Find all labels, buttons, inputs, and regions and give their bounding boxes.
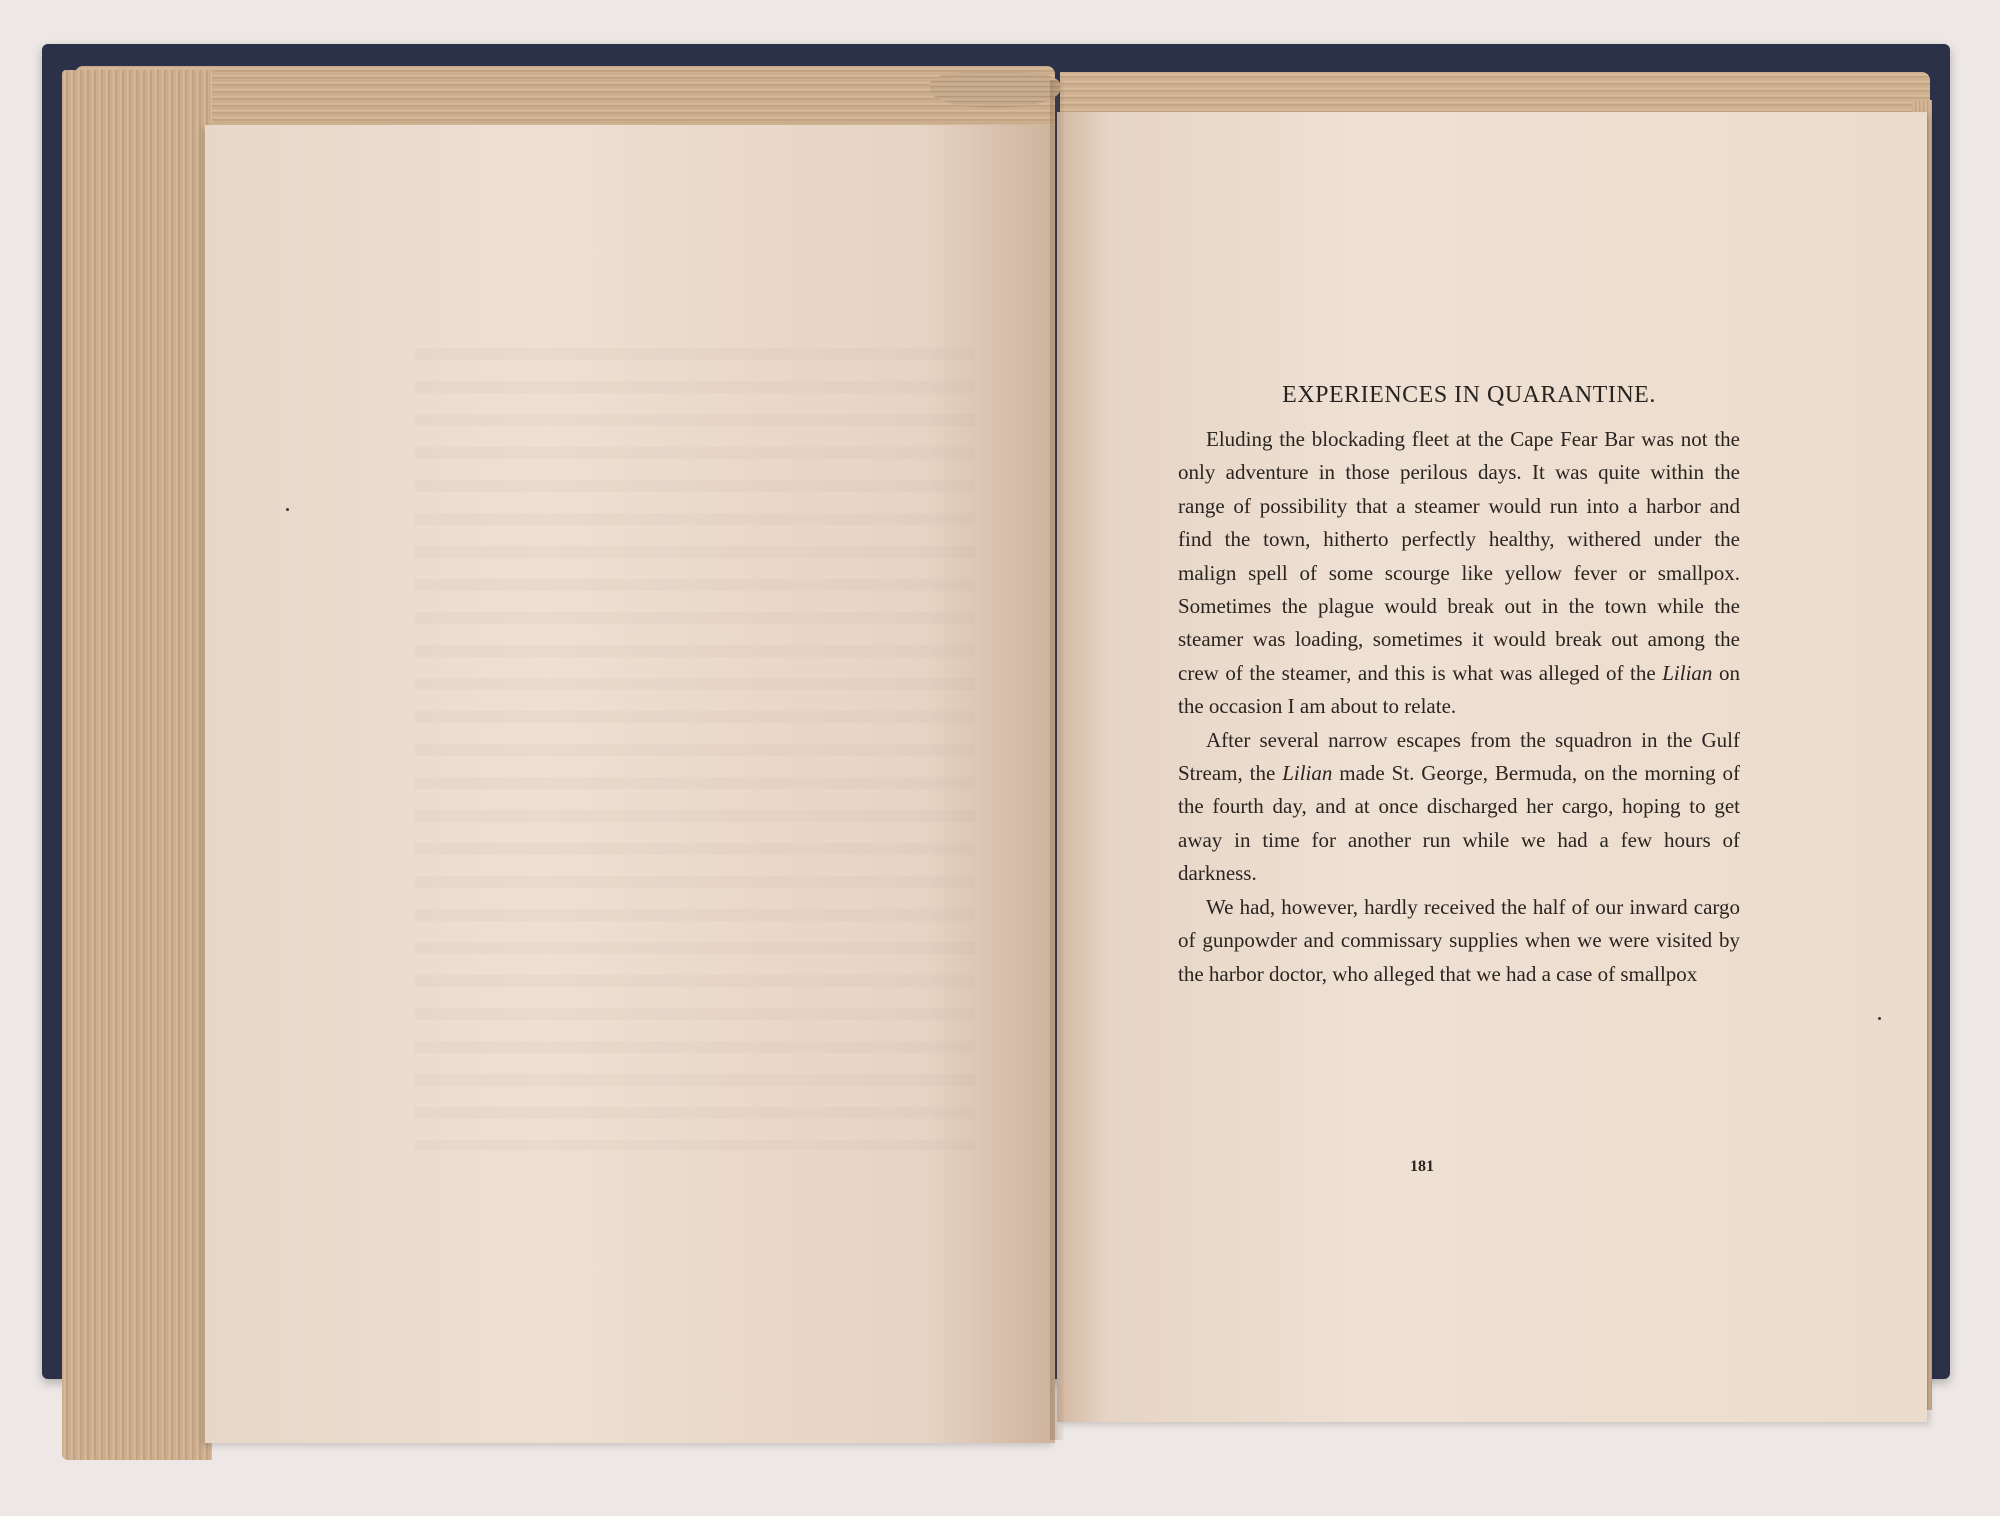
right-page-text	[1178, 382, 1740, 991]
page-block-top-right	[1060, 72, 1930, 117]
paragraph-1: Eluding the blockading fleet at the Cape Fear Bar was not the only adventure in those perilous days. It was quite within the range of possibility that a steamer would run into a harbor and find the town, hitherto perfectly healthy, withered under the malign spell of some scourge like yellow fever or smallpox. Sometimes the plague would break out in the town while the steamer was loading, sometimes it would break out among the crew of the steamer, and this is what was alleged of the Lilian on the occasion I am about to relate.	[1178, 427, 1740, 719]
paper-speck	[1878, 1017, 1881, 1020]
paragraph-2: After several narrow escapes from the squadron in the Gulf Stream, the Lilian made St. George, Bermuda, on the morning of the fourth day, and at once discharged her cargo, hoping to get away in time for another run while we had a few hours of darkness.	[1178, 727, 1740, 886]
ship-name: Lilian	[1662, 660, 1713, 685]
spine-binding	[930, 72, 1060, 108]
ship-name: Lilian	[1282, 761, 1333, 786]
book-gutter	[1050, 80, 1064, 1440]
chapter-heading: EXPERIENCES IN QUARANTINE.	[1282, 382, 1656, 408]
paragraph-3: We had, however, hardly received the half of our inward cargo of gunpowder and commissary supplies when we were visited by the harbor doctor, who alleged that we had a case of smallpox	[1178, 894, 1740, 986]
page-block-left-edge	[62, 70, 212, 1460]
page-block-top-left	[75, 66, 1055, 126]
paper-speck	[286, 508, 289, 511]
left-page-show-through	[415, 330, 975, 1150]
page-number: 181	[1410, 1158, 1434, 1175]
